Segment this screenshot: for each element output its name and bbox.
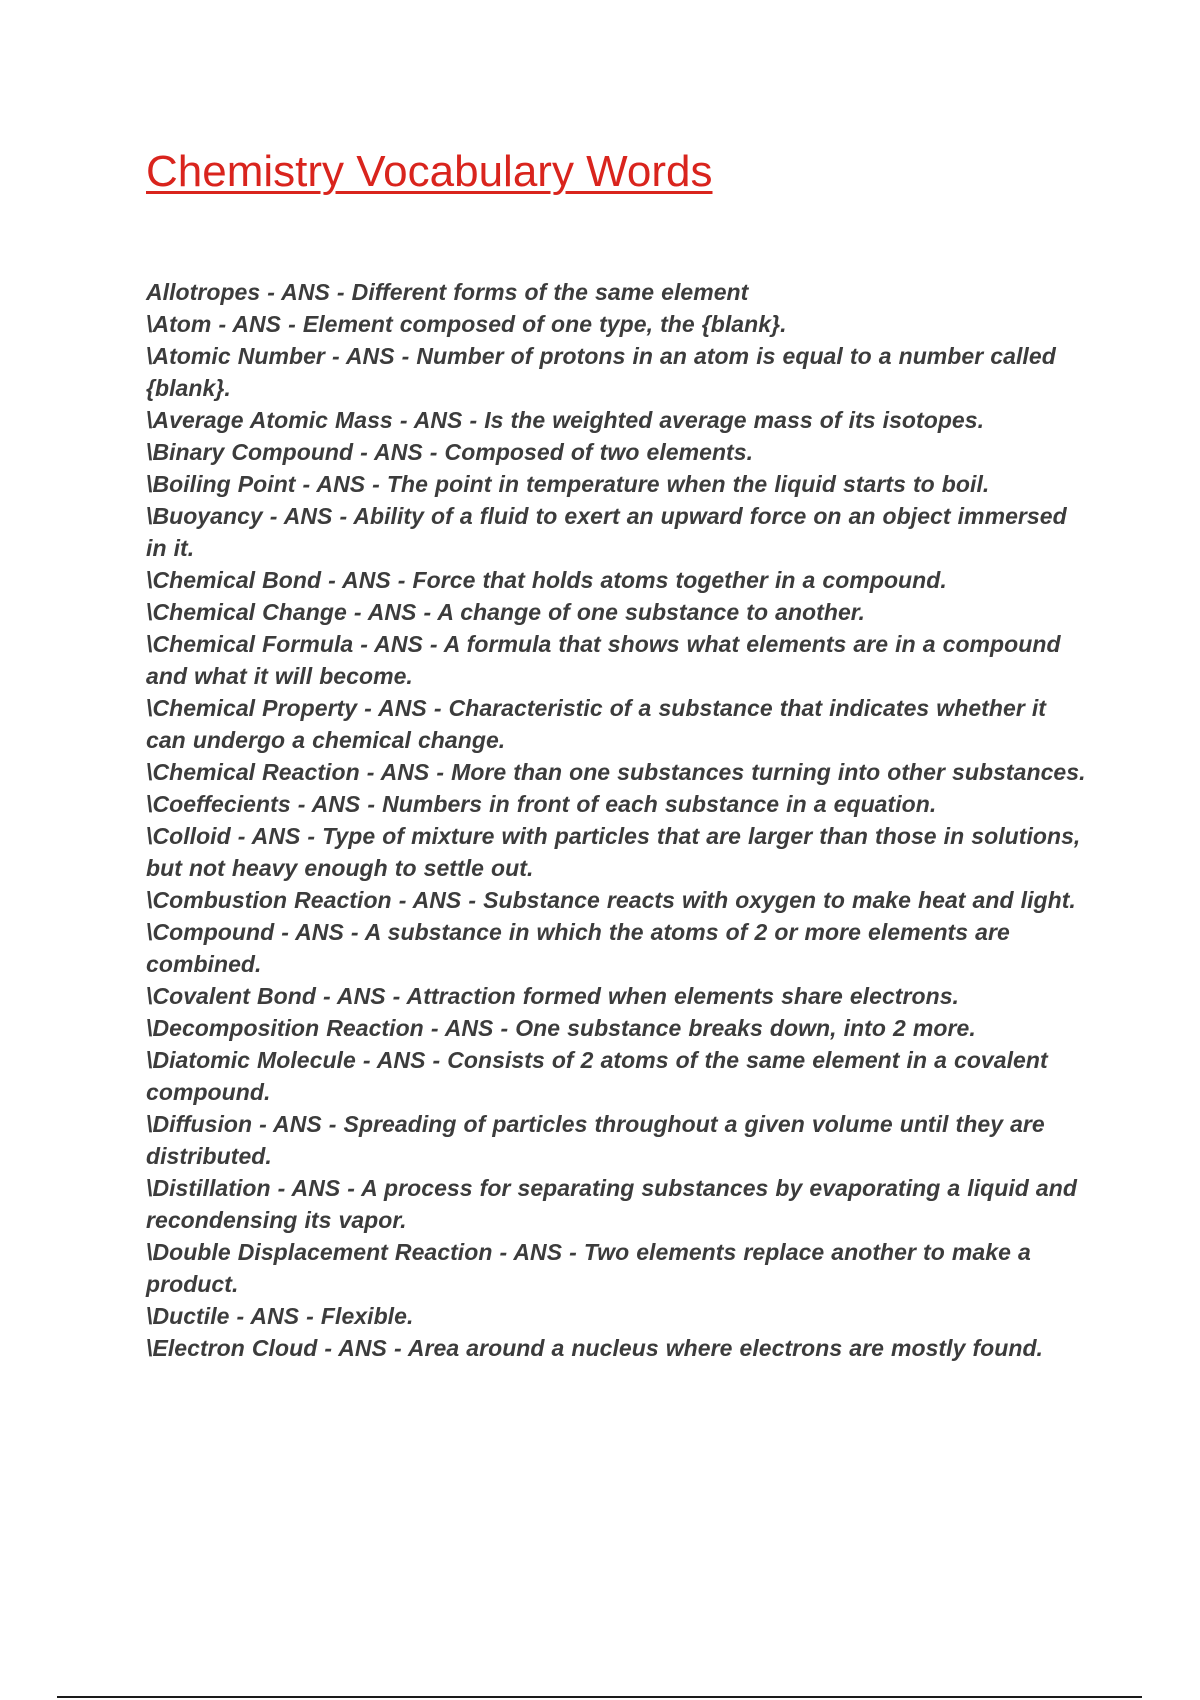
list-item: \Chemical Reaction - ANS - More than one substances turning into other substances. — [146, 759, 1086, 785]
list-item: \Atomic Number - ANS - Number of protons in an atom is equal to a number called {blank}. — [146, 343, 1056, 401]
list-item: \Chemical Change - ANS - A change of one substance to another. — [146, 599, 865, 625]
footer-divider — [57, 1696, 1142, 1698]
page-title: Chemistry Vocabulary Words — [146, 147, 713, 196]
list-item: \Diatomic Molecule - ANS - Consists of 2 atoms of the same element in a covalent compound. — [146, 1047, 1048, 1105]
list-item: \Average Atomic Mass - ANS - Is the weighted average mass of its isotopes. — [146, 407, 985, 433]
list-item: \Atom - ANS - Element composed of one type, the {blank}. — [146, 311, 787, 337]
list-item: \Decomposition Reaction - ANS - One substance breaks down, into 2 more. — [146, 1015, 976, 1041]
list-item: \Chemical Property - ANS - Characteristic of a substance that indicates whether it can undergo a chemical change. — [146, 695, 1047, 753]
list-item: \Electron Cloud - ANS - Area around a nucleus where electrons are mostly found. — [146, 1335, 1043, 1361]
list-item: \Boiling Point - ANS - The point in temperature when the liquid starts to boil. — [146, 471, 990, 497]
list-item: \Covalent Bond - ANS - Attraction formed when elements share electrons. — [146, 983, 959, 1009]
list-item: \Chemical Formula - ANS - A formula that shows what elements are in a compound and what it will become. — [146, 631, 1061, 689]
list-item: \Buoyancy - ANS - Ability of a fluid to exert an upward force on an object immersed in it. — [146, 503, 1067, 561]
list-item: \Diffusion - ANS - Spreading of particles throughout a given volume until they are distributed. — [146, 1111, 1045, 1169]
list-item: \Coeffecients - ANS - Numbers in front of each substance in a equation. — [146, 791, 937, 817]
list-item: \Combustion Reaction - ANS - Substance reacts with oxygen to make heat and light. — [146, 887, 1076, 913]
list-item: \Binary Compound - ANS - Composed of two elements. — [146, 439, 754, 465]
list-item: \Ductile - ANS - Flexible. — [146, 1303, 414, 1329]
list-item: \Colloid - ANS - Type of mixture with particles that are larger than those in solutions, but not heavy enough to settle out. — [146, 823, 1081, 881]
list-item: \Compound - ANS - A substance in which the atoms of 2 or more elements are combined. — [146, 919, 1010, 977]
list-item: Allotropes - ANS - Different forms of the same element — [146, 279, 749, 305]
list-item: \Chemical Bond - ANS - Force that holds atoms together in a compound. — [146, 567, 947, 593]
vocabulary-list — [146, 276, 1086, 1364]
list-item: \Double Displacement Reaction - ANS - Two elements replace another to make a product. — [146, 1239, 1031, 1297]
list-item: \Distillation - ANS - A process for separating substances by evaporating a liquid and recondensing its vapor. — [146, 1175, 1077, 1233]
